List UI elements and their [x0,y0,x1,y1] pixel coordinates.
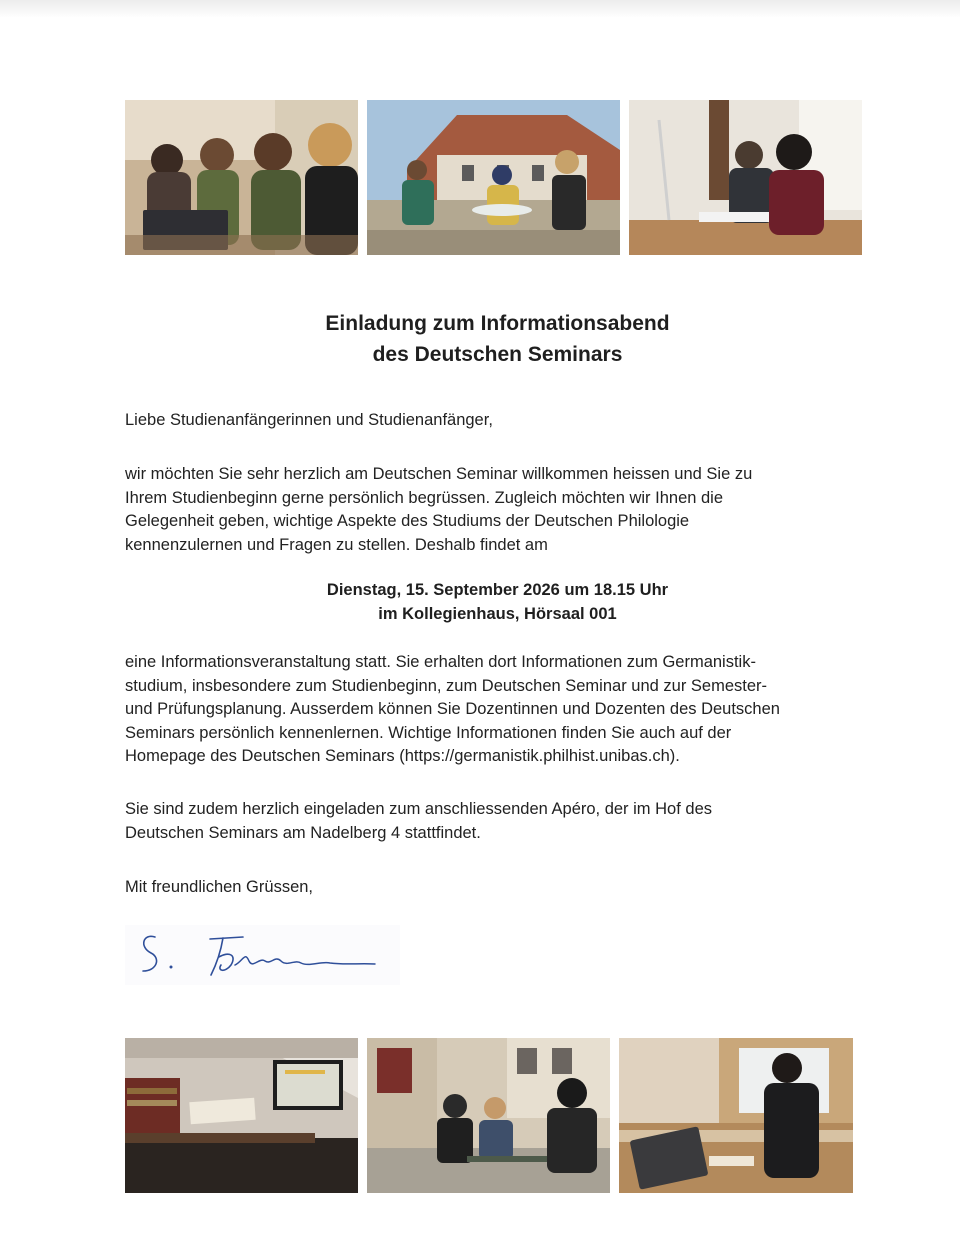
photo-library-study [629,100,862,255]
photo-terrace-group [367,100,620,255]
title-line-2: des Deutschen Seminars [372,343,623,366]
intro-line: Gelegenheit geben, wichtige Aspekte des Studiums der Deutschen Philologie [125,512,690,530]
intro-line: wir möchten Sie sehr herzlich am Deutschen Seminar willkommen heissen und Sie zu [125,465,753,483]
apero-line: Deutschen Seminars am Nadelberg 4 stattfindet. [125,823,481,842]
invitation-title [125,308,870,370]
details-paragraph [125,651,870,769]
photo-desk-laptop [125,1038,358,1193]
photo-students-meeting [125,100,358,255]
closing: Mit freundlichen Grüssen, [125,878,314,896]
details-line: und Prüfungsplanung. Ausserdem können Sie Dozentinnen und Dozenten des Deutschen [125,700,780,718]
details-line: studium, insbesondere zum Studienbeginn, zum Deutschen Seminar und zur Semester- [125,676,768,695]
intro-line: Ihrem Studienbeginn gerne persönlich begrüssen. Zugleich möchten wir Ihnen die [125,488,724,507]
details-line: eine Informationsveranstaltung statt. Sie erhalten dort Informationen zum Germanistik- [125,653,756,671]
event-date-time: Dienstag, 15. September 2026 um 18.15 Uhr [326,581,669,599]
handwritten-signature [125,925,400,985]
intro-line: kennenzulernen und Fragen zu stellen. Deshalb findet am [125,535,548,554]
intro-paragraph [125,463,870,557]
photo-seminar-speaker [619,1038,853,1193]
apero-paragraph [125,798,870,845]
page-top-shadow [0,0,960,18]
photo-courtyard-students [367,1038,610,1193]
title-line-1: Einladung zum Informationsabend [325,312,670,335]
apero-line: Sie sind zudem herzlich eingeladen zum anschliessenden Apéro, der im Hof des [125,800,712,818]
event-info [125,579,870,626]
details-line: Homepage des Deutschen Seminars (https://germanistik.philhist.unibas.ch). [125,747,680,765]
details-line: Seminars persönlich kennenlernen. Wichtige Informationen finden Sie auch auf der [125,723,732,742]
greeting: Liebe Studienanfängerinnen und Studienanfänger, [125,411,493,429]
event-location: im Kollegienhaus, Hörsaal 001 [378,604,617,623]
